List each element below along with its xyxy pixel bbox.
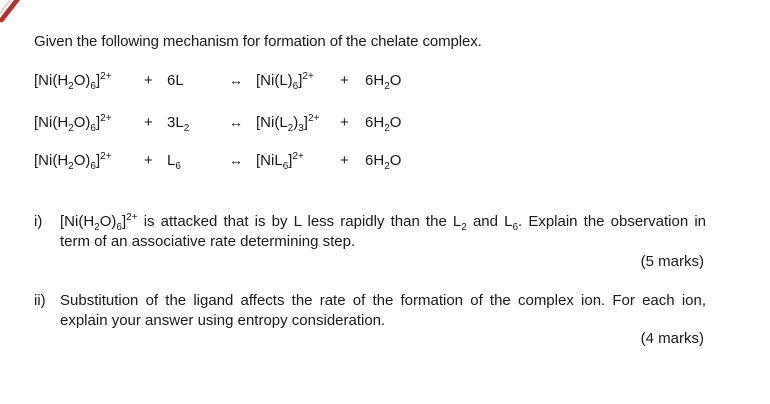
question-text: Substitution of the ligand affects the rate of the formation of the complex ion. For each ion, explain your answer using entropy consideration. (60, 292, 706, 329)
question-text: $[Ni(H_2O)_6]^{2+}$ is attacked that is by L less rapidly than the $L_2$ and $L_6$. Explain the observation in term of an associative rate determining step. (60, 212, 706, 250)
reactant-complex: $[Ni(H_2O)_6]^{2+}$ (34, 71, 112, 92)
ligand: $3L_2$ (167, 114, 190, 134)
equilibrium-arrow: ↔ (229, 72, 243, 88)
intro-text: Given the following mechanism for formation of the chelate complex. (34, 33, 482, 50)
water: $6H_2O$ (365, 152, 402, 172)
plus-sign: + (144, 114, 153, 131)
plus-sign: + (340, 152, 349, 169)
corner-mark (0, 0, 22, 22)
water: $6H_2O$ (365, 114, 402, 134)
plus-sign: + (144, 72, 153, 89)
reactant-complex: $[Ni(H_2O)_6]^{2+}$ (34, 151, 112, 172)
product-complex: $[Ni(L)_6]^{2+}$ (256, 71, 314, 92)
water: $6H_2O$ (365, 72, 402, 92)
marks-label: (4 marks) (640, 330, 704, 347)
equilibrium-arrow: ↔ (229, 114, 243, 130)
ligand: $L_6$ (167, 152, 181, 172)
question-number: ii) (34, 292, 46, 309)
plus-sign: + (144, 152, 153, 169)
product-complex: $[Ni(L_2)_3]^{2+}$ (256, 113, 320, 134)
plus-sign: + (340, 72, 349, 89)
reactant-complex: $[Ni(H_2O)_6]^{2+}$ (34, 113, 112, 134)
ligand: 6L (167, 72, 184, 89)
question-2 (34, 291, 706, 331)
question-1 (34, 212, 706, 252)
marks-label: (5 marks) (640, 253, 704, 270)
product-complex: $[NiL_6]^{2+}$ (256, 151, 304, 172)
equilibrium-arrow: ↔ (229, 152, 243, 168)
question-number: i) (34, 213, 43, 230)
plus-sign: + (340, 114, 349, 131)
